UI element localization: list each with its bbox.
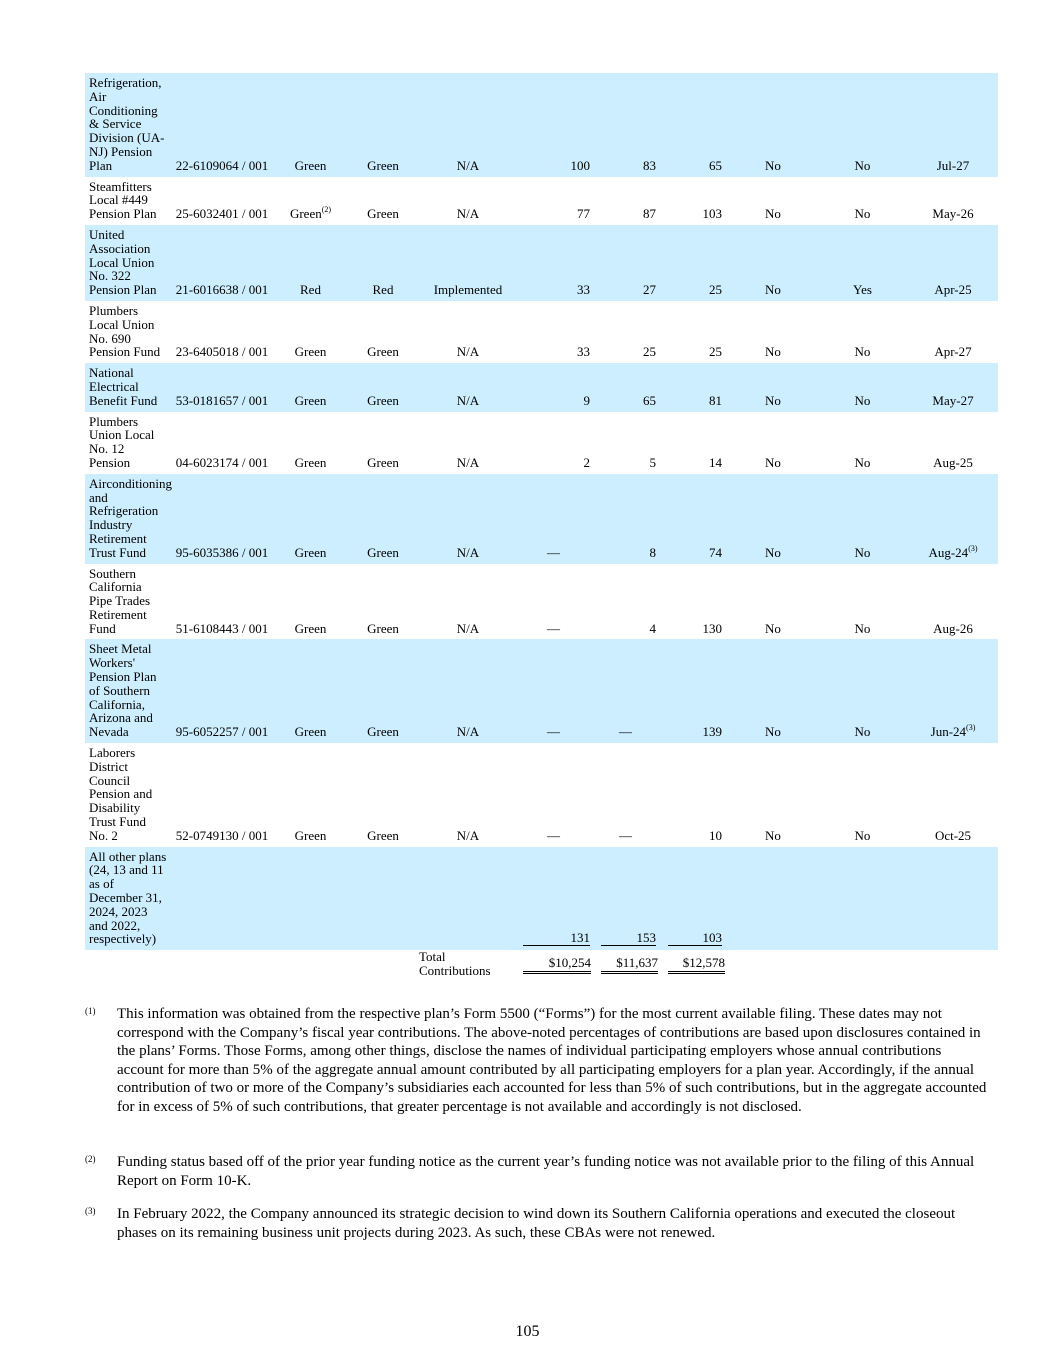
plan-name: All other plans (24, 13 and 11 as of December 31, 2024, 2023 and 2022, respectively): [85, 847, 170, 951]
footnote-marker: (1): [85, 1006, 96, 1016]
ein-plan-number: 22-6109064 / 001: [170, 73, 274, 177]
fip-rp-status: N/A: [456, 344, 480, 360]
zone-status: Green: [294, 344, 327, 360]
fip-rp-status: N/A: [456, 206, 480, 222]
expiration-date: Oct-25: [934, 827, 972, 843]
plan-name: United Association Local Union No. 322 Pension Plan: [85, 225, 170, 301]
plan-name: Laborers District Council Pension and Disability Trust Fund No. 2: [89, 745, 153, 843]
footnote-reference: (2): [321, 205, 332, 215]
table-row: [85, 73, 998, 177]
contribution-2024: 100: [517, 73, 595, 177]
pension-zone-2023: Green: [367, 454, 399, 470]
over-5-percent: No: [817, 73, 908, 177]
expiration-date: Apr-25: [934, 282, 972, 298]
total-amount: 11,637: [622, 956, 658, 971]
pension-zone-2024: [274, 639, 347, 743]
surcharge-imposed: No: [729, 363, 817, 411]
footnote-reference: (3): [968, 543, 978, 553]
footnote-text: This information was obtained from the respective plan’s Form 5500 (“Forms”) for the most current available filing. These dates may not correspond with the Company’s fiscal year contributions. The above-noted percentages of contributions are based upon disclosures contained in the plans’ Forms. Those Forms, among other things, disclose the names of individual participating employers whose annual contributions account for more than 5% of the aggregate annual amount contributed by all participating employers for a plan year. Accordingly, if the annual contribution of two or more of the Company’s subsidiaries each accounted for less than 5% of such contributions, but in the aggregate accounted for in excess of 5% of such contributions, that greater percentage is not available and accordingly is not disclosed.: [117, 1006, 987, 1115]
contribution-2022: 81: [662, 363, 729, 411]
footnote-text: In February 2022, the Company announced its strategic decision to wind down its Southern California operations and executed the closeout phases on its remaining business unit projects during 2023. As such, these CBAs were not renewed.: [117, 1206, 956, 1241]
table-row: [85, 301, 998, 363]
contribution-2023: —: [619, 827, 632, 843]
ein-plan-number: 51-6108443 / 001: [175, 620, 269, 636]
currency-symbol: $: [548, 956, 556, 971]
surcharge-imposed: No: [729, 474, 817, 564]
contribution-2023: 87: [643, 206, 656, 222]
cba-expiration: [908, 301, 998, 363]
expiration-date: May-27: [932, 392, 974, 408]
total-contribution-2022: [662, 950, 729, 978]
contribution-2024: —: [517, 639, 595, 743]
surcharge-imposed: No: [765, 620, 781, 636]
expiration-date: Jul-27: [936, 157, 970, 173]
surcharge-imposed: No: [729, 639, 817, 743]
pension-zone-2023: Green: [367, 827, 399, 843]
expiration-date: Aug-24: [928, 544, 969, 560]
surcharge-imposed: No: [765, 344, 781, 360]
footnote-text: Funding status based off of the prior year funding notice as the current year’s funding notice was not available prior to the filing of this Annual Report on Form 10-K.: [117, 1154, 975, 1189]
contribution-2023: 27: [595, 225, 662, 301]
pension-zone-2024: [274, 73, 347, 177]
over-5-percent: Yes: [817, 225, 908, 301]
pension-zone-2024: [274, 412, 347, 474]
zone-status: Green: [289, 206, 322, 222]
cba-expiration: [908, 474, 998, 564]
fip-rp-status: N/A: [419, 73, 517, 177]
cba-expiration: [908, 412, 998, 474]
total-contribution-2024: [517, 950, 595, 978]
footnote-reference: (3): [966, 723, 976, 733]
footnote-2: [85, 1153, 990, 1190]
footnote-marker: (3): [85, 1206, 96, 1216]
over-5-percent: No: [854, 620, 871, 636]
fip-rp-status: N/A: [419, 363, 517, 411]
contribution-2022: 10: [709, 827, 722, 843]
over-5-percent: No: [854, 344, 871, 360]
footnote-marker: (2): [85, 1154, 96, 1164]
contribution-2023: 5: [649, 454, 656, 470]
table-row: [85, 564, 998, 640]
surcharge-imposed: No: [765, 827, 781, 843]
ein-plan-number: 21-6016638 / 001: [170, 225, 274, 301]
pension-zone-2023: Green: [347, 474, 419, 564]
plan-name: National Electrical Benefit Fund: [85, 363, 170, 411]
pension-zone-2024: [274, 743, 347, 847]
surcharge-imposed: No: [729, 225, 817, 301]
pension-zone-2023: Green: [347, 363, 419, 411]
plan-name: Refrigeration, Air Conditioning & Service Division (UA-NJ) Pension Plan: [85, 73, 170, 177]
contribution-2022: 25: [709, 344, 722, 360]
over-5-percent: No: [817, 474, 908, 564]
surcharge-imposed: No: [765, 206, 781, 222]
contribution-2022: 74: [662, 474, 729, 564]
ein-plan-number: 52-0749130 / 001: [175, 827, 269, 843]
pension-zone-2024: [274, 564, 347, 640]
plan-name: Plumbers Local Union No. 690 Pension Fund: [89, 302, 161, 360]
contribution-2023: 153: [595, 847, 662, 951]
contribution-2024: 77: [577, 206, 590, 222]
surcharge-imposed: No: [765, 454, 781, 470]
zone-status: Green: [294, 620, 327, 636]
contribution-2024: 131: [517, 847, 595, 951]
ein-plan-number: 53-0181657 / 001: [170, 363, 274, 411]
currency-symbol: $: [616, 956, 623, 971]
cba-expiration: [908, 73, 998, 177]
expiration-date: Apr-27: [934, 344, 972, 360]
contribution-2023: 65: [595, 363, 662, 411]
zone-status: Red: [300, 282, 321, 298]
over-5-percent: No: [817, 639, 908, 743]
cba-expiration: [908, 225, 998, 301]
plan-name: Sheet Metal Workers' Pension Plan of Southern California, Arizona and Nevada: [85, 639, 170, 743]
contribution-2024: 9: [517, 363, 595, 411]
contribution-2023: 83: [595, 73, 662, 177]
zone-status: Green: [294, 392, 327, 408]
footnote-3: [85, 1205, 990, 1242]
fip-rp-status: N/A: [456, 620, 480, 636]
ein-plan-number: 95-6035386 / 001: [170, 474, 274, 564]
fip-rp-status: N/A: [419, 474, 517, 564]
plan-name: Steamfitters Local #449 Pension Plan: [89, 178, 157, 222]
total-label: Total Contributions: [419, 950, 517, 978]
total-contribution-2023: [595, 950, 662, 978]
ein-plan-number: 25-6032401 / 001: [175, 206, 269, 222]
contribution-2024: 33: [517, 225, 595, 301]
pension-zone-2024: [274, 474, 347, 564]
surcharge-imposed: No: [729, 73, 817, 177]
total-row: [85, 950, 998, 978]
table-row: [85, 639, 998, 743]
contribution-2022: 103: [662, 847, 729, 951]
pension-zone-2023: Green: [367, 206, 399, 222]
pension-plans-table: [85, 73, 998, 978]
cba-expiration: [908, 639, 998, 743]
contribution-2022: 65: [662, 73, 729, 177]
pension-zone-2024: [274, 225, 347, 301]
contribution-2023: 4: [649, 620, 656, 636]
zone-status: Green: [294, 827, 327, 843]
contribution-2024: 2: [583, 454, 590, 470]
zone-status: Green: [294, 544, 327, 560]
cba-expiration: [908, 564, 998, 640]
pension-zone-2023: Green: [347, 73, 419, 177]
cba-expiration: [908, 177, 998, 225]
currency-symbol: $: [682, 956, 690, 971]
table-row: [85, 177, 998, 225]
expiration-date: Aug-25: [933, 454, 973, 470]
contribution-2024: —: [517, 474, 595, 564]
contribution-2022: 25: [662, 225, 729, 301]
plan-name: Airconditioning and Refrigeration Industry Retirement Trust Fund: [85, 474, 170, 564]
table-row: [85, 363, 998, 411]
contribution-2023: 25: [643, 344, 656, 360]
fip-rp-status: N/A: [456, 454, 480, 470]
pension-zone-2024: [274, 177, 347, 225]
ein-plan-number: 23-6405018 / 001: [175, 344, 269, 360]
pension-zone-2023: Green: [367, 620, 399, 636]
expiration-date: Jun-24: [930, 724, 967, 740]
contribution-2024: 33: [577, 344, 590, 360]
table-row: [85, 743, 998, 847]
plan-name: Plumbers Union Local No. 12 Pension: [89, 413, 155, 470]
contribution-2023: —: [595, 639, 662, 743]
plan-name: Southern California Pipe Trades Retirement Fund: [89, 565, 151, 636]
fip-rp-status: N/A: [419, 639, 517, 743]
over-5-percent: No: [854, 827, 871, 843]
page-number: 105: [515, 1323, 540, 1340]
contribution-2022: 139: [662, 639, 729, 743]
contribution-2024: —: [547, 620, 560, 636]
table-row: [85, 474, 998, 564]
cba-expiration: [908, 363, 998, 411]
table-row: [85, 847, 998, 951]
fip-rp-status: N/A: [456, 827, 480, 843]
ein-plan-number: 04-6023174 / 001: [175, 454, 269, 470]
contribution-2024: —: [547, 827, 560, 843]
table-row: [85, 412, 998, 474]
contribution-2022: 130: [702, 620, 722, 636]
pension-zone-2024: [274, 301, 347, 363]
over-5-percent: No: [854, 206, 871, 222]
table-row: [85, 225, 998, 301]
pension-zone-2023: Red: [347, 225, 419, 301]
contribution-2023: 8: [595, 474, 662, 564]
zone-status: Green: [294, 454, 327, 470]
over-5-percent: No: [854, 454, 871, 470]
pension-zone-2023: Green: [367, 344, 399, 360]
ein-plan-number: 95-6052257 / 001: [170, 639, 274, 743]
over-5-percent: No: [817, 363, 908, 411]
fip-rp-status: Implemented: [419, 225, 517, 301]
cba-expiration: [908, 743, 998, 847]
contribution-2022: 103: [702, 206, 722, 222]
expiration-date: Aug-26: [933, 620, 973, 636]
pension-zone-2024: [274, 363, 347, 411]
zone-status: Green: [294, 724, 327, 740]
zone-status: Green: [294, 157, 327, 173]
contribution-2022: 14: [709, 454, 722, 470]
expiration-date: May-26: [932, 206, 974, 222]
total-amount: 12,578: [689, 956, 725, 971]
footnote-1: [85, 1005, 990, 1116]
total-amount: 10,254: [555, 956, 591, 971]
pension-zone-2023: Green: [347, 639, 419, 743]
